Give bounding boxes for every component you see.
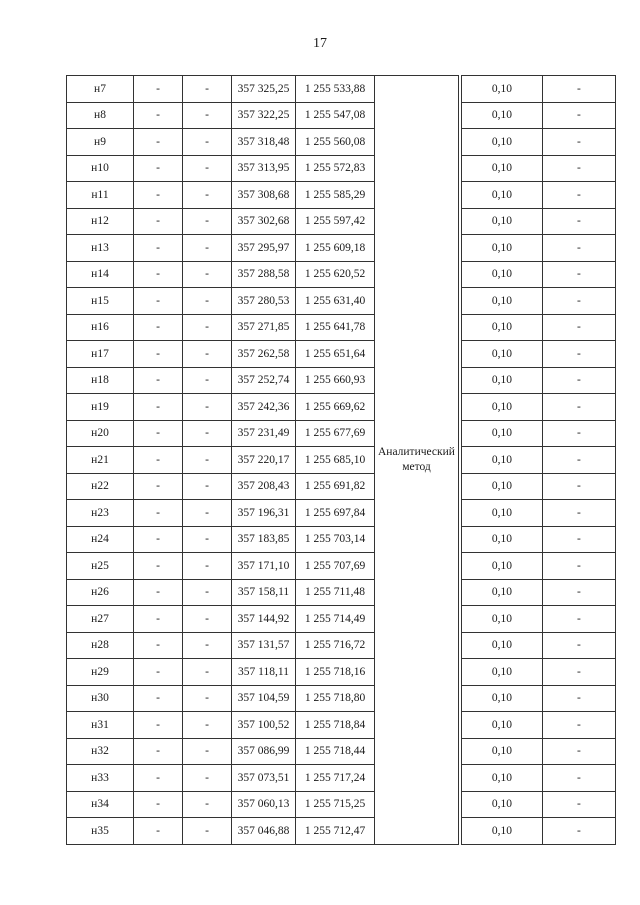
accuracy-cell: 0,10 bbox=[461, 261, 542, 288]
accuracy-cell: 0,10 bbox=[461, 685, 542, 712]
x-coordinate-cell: 357 252,74 bbox=[232, 367, 296, 394]
empty-value-cell: - bbox=[183, 129, 232, 156]
accuracy-cell: 0,10 bbox=[461, 765, 542, 792]
x-coordinate-cell: 357 325,25 bbox=[232, 76, 296, 103]
y-coordinate-cell: 1 255 716,72 bbox=[296, 632, 375, 659]
point-number-cell: н34 bbox=[67, 791, 134, 818]
empty-value-cell: - bbox=[542, 129, 615, 156]
accuracy-cell: 0,10 bbox=[461, 473, 542, 500]
x-coordinate-cell: 357 288,58 bbox=[232, 261, 296, 288]
empty-value-cell: - bbox=[134, 208, 183, 235]
accuracy-cell: 0,10 bbox=[461, 341, 542, 368]
empty-value-cell: - bbox=[134, 553, 183, 580]
empty-value-cell: - bbox=[183, 791, 232, 818]
x-coordinate-cell: 357 086,99 bbox=[232, 738, 296, 765]
accuracy-cell: 0,10 bbox=[461, 659, 542, 686]
empty-value-cell: - bbox=[542, 473, 615, 500]
y-coordinate-cell: 1 255 641,78 bbox=[296, 314, 375, 341]
point-number-cell: н21 bbox=[67, 447, 134, 474]
y-coordinate-cell: 1 255 697,84 bbox=[296, 500, 375, 527]
table-row bbox=[67, 447, 616, 474]
empty-value-cell: - bbox=[542, 314, 615, 341]
point-number-cell: н27 bbox=[67, 606, 134, 633]
accuracy-cell: 0,10 bbox=[461, 579, 542, 606]
x-coordinate-cell: 357 118,11 bbox=[232, 659, 296, 686]
accuracy-cell: 0,10 bbox=[461, 367, 542, 394]
x-coordinate-cell: 357 231,49 bbox=[232, 420, 296, 447]
y-coordinate-cell: 1 255 718,80 bbox=[296, 685, 375, 712]
x-coordinate-cell: 357 313,95 bbox=[232, 155, 296, 182]
empty-value-cell: - bbox=[542, 579, 615, 606]
empty-value-cell: - bbox=[134, 367, 183, 394]
accuracy-cell: 0,10 bbox=[461, 182, 542, 209]
empty-value-cell: - bbox=[183, 447, 232, 474]
accuracy-cell: 0,10 bbox=[461, 155, 542, 182]
point-number-cell: н20 bbox=[67, 420, 134, 447]
empty-value-cell: - bbox=[134, 155, 183, 182]
point-number-cell: н32 bbox=[67, 738, 134, 765]
table-row bbox=[67, 765, 616, 792]
empty-value-cell: - bbox=[542, 553, 615, 580]
point-number-cell: н28 bbox=[67, 632, 134, 659]
empty-value-cell: - bbox=[134, 314, 183, 341]
x-coordinate-cell: 357 262,58 bbox=[232, 341, 296, 368]
empty-value-cell: - bbox=[134, 712, 183, 739]
accuracy-cell: 0,10 bbox=[461, 394, 542, 421]
point-number-cell: н26 bbox=[67, 579, 134, 606]
accuracy-cell: 0,10 bbox=[461, 791, 542, 818]
x-coordinate-cell: 357 104,59 bbox=[232, 685, 296, 712]
empty-value-cell: - bbox=[183, 606, 232, 633]
empty-value-cell: - bbox=[542, 765, 615, 792]
empty-value-cell: - bbox=[542, 341, 615, 368]
table-row bbox=[67, 500, 616, 527]
empty-value-cell: - bbox=[542, 155, 615, 182]
accuracy-cell: 0,10 bbox=[461, 632, 542, 659]
table-row bbox=[67, 473, 616, 500]
y-coordinate-cell: 1 255 585,29 bbox=[296, 182, 375, 209]
accuracy-cell: 0,10 bbox=[461, 235, 542, 262]
table-row bbox=[67, 102, 616, 129]
empty-value-cell: - bbox=[542, 182, 615, 209]
empty-value-cell: - bbox=[183, 526, 232, 553]
point-number-cell: н9 bbox=[67, 129, 134, 156]
accuracy-cell: 0,10 bbox=[461, 553, 542, 580]
point-number-cell: н31 bbox=[67, 712, 134, 739]
y-coordinate-cell: 1 255 691,82 bbox=[296, 473, 375, 500]
accuracy-cell: 0,10 bbox=[461, 288, 542, 315]
accuracy-cell: 0,10 bbox=[461, 314, 542, 341]
point-number-cell: н8 bbox=[67, 102, 134, 129]
empty-value-cell: - bbox=[134, 579, 183, 606]
table-row bbox=[67, 208, 616, 235]
table-row bbox=[67, 420, 616, 447]
x-coordinate-cell: 357 208,43 bbox=[232, 473, 296, 500]
empty-value-cell: - bbox=[134, 738, 183, 765]
empty-value-cell: - bbox=[134, 129, 183, 156]
table-row bbox=[67, 129, 616, 156]
x-coordinate-cell: 357 073,51 bbox=[232, 765, 296, 792]
y-coordinate-cell: 1 255 718,84 bbox=[296, 712, 375, 739]
y-coordinate-cell: 1 255 572,83 bbox=[296, 155, 375, 182]
empty-value-cell: - bbox=[542, 235, 615, 262]
table-row bbox=[67, 632, 616, 659]
empty-value-cell: - bbox=[183, 420, 232, 447]
empty-value-cell: - bbox=[542, 659, 615, 686]
y-coordinate-cell: 1 255 651,64 bbox=[296, 341, 375, 368]
y-coordinate-cell: 1 255 707,69 bbox=[296, 553, 375, 580]
y-coordinate-cell: 1 255 718,16 bbox=[296, 659, 375, 686]
point-number-cell: н17 bbox=[67, 341, 134, 368]
point-number-cell: н23 bbox=[67, 500, 134, 527]
x-coordinate-cell: 357 280,53 bbox=[232, 288, 296, 315]
empty-value-cell: - bbox=[183, 261, 232, 288]
empty-value-cell: - bbox=[542, 738, 615, 765]
x-coordinate-cell: 357 322,25 bbox=[232, 102, 296, 129]
y-coordinate-cell: 1 255 669,62 bbox=[296, 394, 375, 421]
y-coordinate-cell: 1 255 703,14 bbox=[296, 526, 375, 553]
y-coordinate-cell: 1 255 660,93 bbox=[296, 367, 375, 394]
coordinates-table bbox=[66, 75, 616, 845]
empty-value-cell: - bbox=[542, 208, 615, 235]
table-row bbox=[67, 579, 616, 606]
empty-value-cell: - bbox=[183, 182, 232, 209]
table-row bbox=[67, 367, 616, 394]
empty-value-cell: - bbox=[134, 526, 183, 553]
empty-value-cell: - bbox=[134, 102, 183, 129]
x-coordinate-cell: 357 318,48 bbox=[232, 129, 296, 156]
empty-value-cell: - bbox=[183, 765, 232, 792]
point-number-cell: н19 bbox=[67, 394, 134, 421]
y-coordinate-cell: 1 255 685,10 bbox=[296, 447, 375, 474]
empty-value-cell: - bbox=[183, 473, 232, 500]
accuracy-cell: 0,10 bbox=[461, 526, 542, 553]
y-coordinate-cell: 1 255 597,42 bbox=[296, 208, 375, 235]
point-number-cell: н7 bbox=[67, 76, 134, 103]
x-coordinate-cell: 357 308,68 bbox=[232, 182, 296, 209]
table-row bbox=[67, 738, 616, 765]
empty-value-cell: - bbox=[183, 235, 232, 262]
empty-value-cell: - bbox=[183, 155, 232, 182]
empty-value-cell: - bbox=[542, 791, 615, 818]
coordinates-table-body bbox=[67, 76, 616, 845]
x-coordinate-cell: 357 302,68 bbox=[232, 208, 296, 235]
empty-value-cell: - bbox=[183, 367, 232, 394]
empty-value-cell: - bbox=[542, 367, 615, 394]
point-number-cell: н11 bbox=[67, 182, 134, 209]
method-cell: Аналитический метод bbox=[375, 76, 459, 845]
y-coordinate-cell: 1 255 560,08 bbox=[296, 129, 375, 156]
empty-value-cell: - bbox=[134, 685, 183, 712]
table-row bbox=[67, 606, 616, 633]
empty-value-cell: - bbox=[183, 685, 232, 712]
table-row bbox=[67, 314, 616, 341]
point-number-cell: н30 bbox=[67, 685, 134, 712]
y-coordinate-cell: 1 255 609,18 bbox=[296, 235, 375, 262]
accuracy-cell: 0,10 bbox=[461, 818, 542, 845]
accuracy-cell: 0,10 bbox=[461, 738, 542, 765]
y-coordinate-cell: 1 255 712,47 bbox=[296, 818, 375, 845]
empty-value-cell: - bbox=[134, 341, 183, 368]
table-row bbox=[67, 261, 616, 288]
point-number-cell: н33 bbox=[67, 765, 134, 792]
table-row bbox=[67, 526, 616, 553]
x-coordinate-cell: 357 183,85 bbox=[232, 526, 296, 553]
point-number-cell: н18 bbox=[67, 367, 134, 394]
empty-value-cell: - bbox=[183, 288, 232, 315]
empty-value-cell: - bbox=[542, 500, 615, 527]
table-row bbox=[67, 341, 616, 368]
empty-value-cell: - bbox=[542, 261, 615, 288]
y-coordinate-cell: 1 255 547,08 bbox=[296, 102, 375, 129]
accuracy-cell: 0,10 bbox=[461, 129, 542, 156]
empty-value-cell: - bbox=[183, 341, 232, 368]
empty-value-cell: - bbox=[542, 102, 615, 129]
table-row bbox=[67, 659, 616, 686]
empty-value-cell: - bbox=[542, 76, 615, 103]
x-coordinate-cell: 357 171,10 bbox=[232, 553, 296, 580]
empty-value-cell: - bbox=[542, 712, 615, 739]
x-coordinate-cell: 357 242,36 bbox=[232, 394, 296, 421]
y-coordinate-cell: 1 255 711,48 bbox=[296, 579, 375, 606]
table-row bbox=[67, 394, 616, 421]
table-row bbox=[67, 712, 616, 739]
empty-value-cell: - bbox=[134, 76, 183, 103]
empty-value-cell: - bbox=[134, 261, 183, 288]
empty-value-cell: - bbox=[542, 288, 615, 315]
x-coordinate-cell: 357 295,97 bbox=[232, 235, 296, 262]
x-coordinate-cell: 357 046,88 bbox=[232, 818, 296, 845]
empty-value-cell: - bbox=[542, 632, 615, 659]
table-row bbox=[67, 155, 616, 182]
empty-value-cell: - bbox=[134, 473, 183, 500]
empty-value-cell: - bbox=[134, 182, 183, 209]
point-number-cell: н16 bbox=[67, 314, 134, 341]
y-coordinate-cell: 1 255 715,25 bbox=[296, 791, 375, 818]
table-row bbox=[67, 685, 616, 712]
empty-value-cell: - bbox=[542, 685, 615, 712]
empty-value-cell: - bbox=[183, 579, 232, 606]
y-coordinate-cell: 1 255 677,69 bbox=[296, 420, 375, 447]
empty-value-cell: - bbox=[183, 500, 232, 527]
empty-value-cell: - bbox=[134, 235, 183, 262]
empty-value-cell: - bbox=[542, 526, 615, 553]
empty-value-cell: - bbox=[542, 420, 615, 447]
table-row bbox=[67, 235, 616, 262]
table-row bbox=[67, 818, 616, 845]
y-coordinate-cell: 1 255 717,24 bbox=[296, 765, 375, 792]
y-coordinate-cell: 1 255 718,44 bbox=[296, 738, 375, 765]
point-number-cell: н15 bbox=[67, 288, 134, 315]
point-number-cell: н35 bbox=[67, 818, 134, 845]
accuracy-cell: 0,10 bbox=[461, 712, 542, 739]
empty-value-cell: - bbox=[542, 606, 615, 633]
empty-value-cell: - bbox=[183, 314, 232, 341]
empty-value-cell: - bbox=[134, 791, 183, 818]
accuracy-cell: 0,10 bbox=[461, 208, 542, 235]
accuracy-cell: 0,10 bbox=[461, 102, 542, 129]
x-coordinate-cell: 357 271,85 bbox=[232, 314, 296, 341]
empty-value-cell: - bbox=[542, 394, 615, 421]
empty-value-cell: - bbox=[542, 447, 615, 474]
point-number-cell: н13 bbox=[67, 235, 134, 262]
empty-value-cell: - bbox=[134, 659, 183, 686]
table-row bbox=[67, 182, 616, 209]
point-number-cell: н24 bbox=[67, 526, 134, 553]
y-coordinate-cell: 1 255 620,52 bbox=[296, 261, 375, 288]
table-row bbox=[67, 553, 616, 580]
empty-value-cell: - bbox=[183, 76, 232, 103]
x-coordinate-cell: 357 131,57 bbox=[232, 632, 296, 659]
point-number-cell: н29 bbox=[67, 659, 134, 686]
empty-value-cell: - bbox=[183, 394, 232, 421]
empty-value-cell: - bbox=[134, 818, 183, 845]
table-row bbox=[67, 76, 616, 103]
empty-value-cell: - bbox=[134, 288, 183, 315]
empty-value-cell: - bbox=[134, 765, 183, 792]
x-coordinate-cell: 357 060,13 bbox=[232, 791, 296, 818]
accuracy-cell: 0,10 bbox=[461, 606, 542, 633]
y-coordinate-cell: 1 255 533,88 bbox=[296, 76, 375, 103]
point-number-cell: н12 bbox=[67, 208, 134, 235]
page-number: 17 bbox=[313, 36, 327, 51]
empty-value-cell: - bbox=[134, 500, 183, 527]
empty-value-cell: - bbox=[183, 738, 232, 765]
empty-value-cell: - bbox=[134, 606, 183, 633]
table-row bbox=[67, 288, 616, 315]
table-row bbox=[67, 791, 616, 818]
empty-value-cell: - bbox=[134, 447, 183, 474]
point-number-cell: н25 bbox=[67, 553, 134, 580]
accuracy-cell: 0,10 bbox=[461, 447, 542, 474]
empty-value-cell: - bbox=[183, 659, 232, 686]
empty-value-cell: - bbox=[183, 712, 232, 739]
y-coordinate-cell: 1 255 714,49 bbox=[296, 606, 375, 633]
empty-value-cell: - bbox=[183, 553, 232, 580]
point-number-cell: н10 bbox=[67, 155, 134, 182]
empty-value-cell: - bbox=[183, 208, 232, 235]
accuracy-cell: 0,10 bbox=[461, 500, 542, 527]
accuracy-cell: 0,10 bbox=[461, 420, 542, 447]
accuracy-cell: 0,10 bbox=[461, 76, 542, 103]
empty-value-cell: - bbox=[183, 818, 232, 845]
x-coordinate-cell: 357 220,17 bbox=[232, 447, 296, 474]
empty-value-cell: - bbox=[542, 818, 615, 845]
empty-value-cell: - bbox=[183, 102, 232, 129]
x-coordinate-cell: 357 158,11 bbox=[232, 579, 296, 606]
empty-value-cell: - bbox=[134, 632, 183, 659]
x-coordinate-cell: 357 144,92 bbox=[232, 606, 296, 633]
empty-value-cell: - bbox=[134, 420, 183, 447]
point-number-cell: н22 bbox=[67, 473, 134, 500]
point-number-cell: н14 bbox=[67, 261, 134, 288]
x-coordinate-cell: 357 196,31 bbox=[232, 500, 296, 527]
y-coordinate-cell: 1 255 631,40 bbox=[296, 288, 375, 315]
empty-value-cell: - bbox=[183, 632, 232, 659]
empty-value-cell: - bbox=[134, 394, 183, 421]
x-coordinate-cell: 357 100,52 bbox=[232, 712, 296, 739]
